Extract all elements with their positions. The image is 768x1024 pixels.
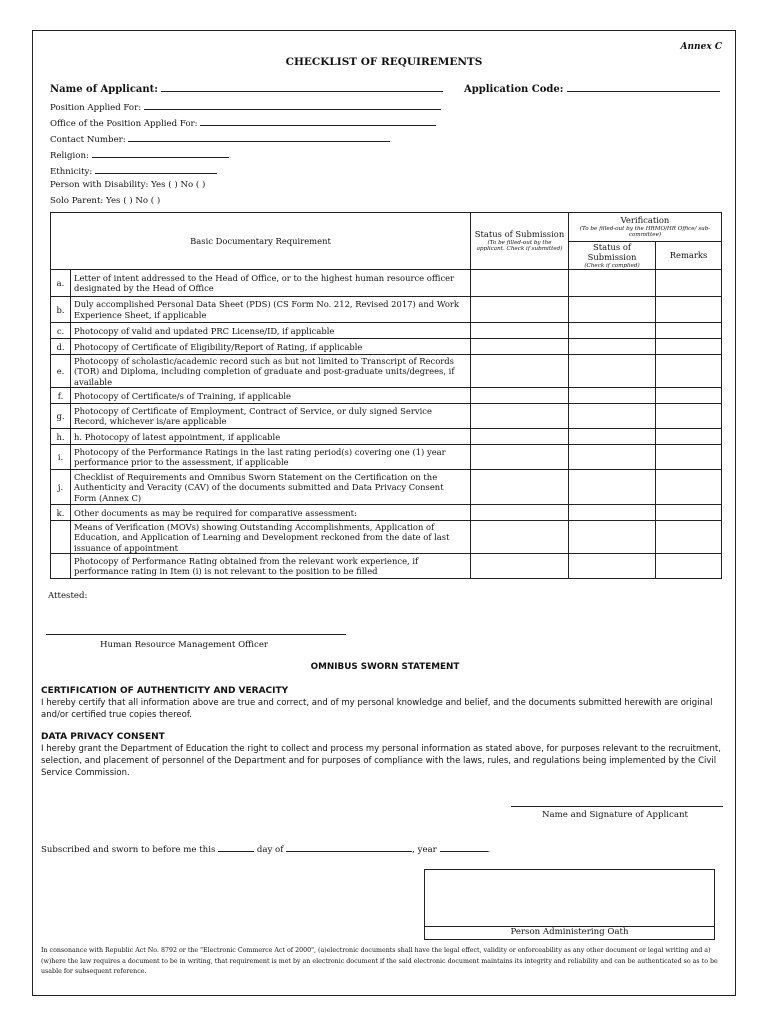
ethnicity-field[interactable] bbox=[95, 164, 217, 174]
header-status2-label: Status of Submission bbox=[587, 242, 637, 263]
header-status2-note: (Check if complied) bbox=[584, 262, 640, 269]
applicant-status-cell[interactable] bbox=[471, 554, 569, 579]
sworn-year-field[interactable] bbox=[440, 842, 488, 852]
requirement-description: Photocopy of Certificate/s of Training, if applicable bbox=[71, 388, 471, 404]
verification-status-cell[interactable] bbox=[569, 554, 656, 579]
religion-row bbox=[50, 148, 229, 161]
verification-status-cell[interactable] bbox=[569, 470, 656, 505]
contact-label: Contact Number: bbox=[50, 135, 126, 145]
header-verification-label: Verification bbox=[620, 215, 670, 226]
sworn-part3: , year bbox=[412, 845, 437, 855]
remarks-cell[interactable] bbox=[656, 554, 722, 579]
requirement-letter: e. bbox=[51, 355, 71, 388]
applicant-name-row bbox=[50, 82, 443, 95]
requirement-row bbox=[51, 470, 722, 505]
application-code-row bbox=[464, 82, 720, 95]
remarks-cell[interactable] bbox=[656, 429, 722, 445]
attested-label: Attested: bbox=[48, 591, 88, 601]
dpc-heading: DATA PRIVACY CONSENT bbox=[41, 732, 165, 742]
requirement-description: Letter of intent addressed to the Head of Office, or to the highest human resource officer designated by the Head of Office bbox=[71, 270, 471, 297]
requirement-description: Photocopy of Certificate of Eligibility/Report of Rating, if applicable bbox=[71, 339, 471, 355]
header-basic-requirement: Basic Documentary Requirement bbox=[51, 213, 471, 270]
application-code-field[interactable] bbox=[567, 82, 720, 92]
signature-label: Name and Signature of Applicant bbox=[542, 810, 688, 820]
ethnicity-label: Ethnicity: bbox=[50, 167, 93, 177]
requirement-row bbox=[51, 505, 722, 521]
page-title: CHECKLIST OF REQUIREMENTS bbox=[285, 56, 483, 68]
cav-heading: CERTIFICATION OF AUTHENTICITY AND VERACITY bbox=[41, 686, 289, 696]
requirement-description: Photocopy of valid and updated PRC License/ID, if applicable bbox=[71, 323, 471, 339]
verification-status-cell[interactable] bbox=[569, 270, 656, 297]
remarks-cell[interactable] bbox=[656, 404, 722, 429]
verification-status-cell[interactable] bbox=[569, 323, 656, 339]
verification-status-cell[interactable] bbox=[569, 339, 656, 355]
remarks-cell[interactable] bbox=[656, 297, 722, 323]
requirement-row bbox=[51, 554, 722, 579]
requirement-row bbox=[51, 297, 722, 323]
header-verification bbox=[569, 213, 722, 242]
remarks-cell[interactable] bbox=[656, 323, 722, 339]
hrmo-signature-line[interactable] bbox=[46, 634, 346, 635]
sworn-statement-row bbox=[41, 842, 490, 855]
verification-status-cell[interactable] bbox=[569, 404, 656, 429]
office-field[interactable] bbox=[200, 116, 436, 126]
verification-status-cell[interactable] bbox=[569, 445, 656, 470]
religion-field[interactable] bbox=[92, 148, 229, 158]
requirement-letter: f. bbox=[51, 388, 71, 404]
applicant-status-cell[interactable] bbox=[471, 521, 569, 554]
applicant-status-cell[interactable] bbox=[471, 270, 569, 297]
requirement-description: Checklist of Requirements and Omnibus Sworn Statement on the Certification on the Authenticity and Veracity (CAV) of the documents submitted and Data Privacy Consent Form (Annex C) bbox=[71, 470, 471, 505]
header-verification-note: (To be filled-out by the HRMO/HR Office/ sub-committee) bbox=[579, 225, 711, 239]
dpc-text: I hereby grant the Department of Education the right to collect and process my personal information as stated above, for purposes relevant to the recruitment, selection, and placement of personnel of the Department and for purposes of compliance with the laws, rules, and regulations being implemented by the Civil Service Commission. bbox=[41, 744, 721, 778]
header-status-label: Status of Submission bbox=[474, 229, 565, 240]
sworn-month-field[interactable] bbox=[286, 842, 412, 852]
requirement-letter: j. bbox=[51, 470, 71, 505]
header-status-of-submission bbox=[471, 213, 569, 270]
pwd-row[interactable]: Person with Disability: Yes ( ) No ( ) bbox=[50, 180, 206, 190]
header-status-note: (To be filled-out by the applicant. Check if submitted) bbox=[476, 239, 563, 253]
contact-field[interactable] bbox=[128, 132, 390, 142]
requirement-row bbox=[51, 404, 722, 429]
requirement-row bbox=[51, 521, 722, 554]
verification-status-cell[interactable] bbox=[569, 505, 656, 521]
applicant-name-label: Name of Applicant: bbox=[50, 84, 158, 95]
contact-row bbox=[50, 132, 390, 145]
solo-parent-row[interactable]: Solo Parent: Yes ( ) No ( ) bbox=[50, 196, 161, 206]
office-row bbox=[50, 116, 436, 129]
cav-text: I hereby certify that all information above are true and correct, and of my personal knowledge and belief, and the documents submitted herewith are original and/or certified true copies thereof. bbox=[41, 698, 713, 720]
requirement-description: Photocopy of scholastic/academic record such as but not limited to Transcript of Records (TOR) and Diploma, including completion of graduate and post-graduate units/degrees, if available bbox=[71, 355, 471, 388]
remarks-cell[interactable] bbox=[656, 339, 722, 355]
position-row bbox=[50, 100, 441, 113]
religion-label: Religion: bbox=[50, 151, 89, 161]
requirement-letter: h. bbox=[51, 429, 71, 445]
requirement-description: Means of Verification (MOVs) showing Outstanding Accomplishments, Application of Education, and Application of Learning and Development reckoned from the date of last issuance of appointment bbox=[71, 521, 471, 554]
requirement-letter: d. bbox=[51, 339, 71, 355]
position-field[interactable] bbox=[144, 100, 441, 110]
verification-status-cell[interactable] bbox=[569, 355, 656, 388]
sworn-day-field[interactable] bbox=[218, 842, 254, 852]
annex-label: Annex C bbox=[680, 42, 722, 52]
remarks-cell[interactable] bbox=[656, 270, 722, 297]
requirement-description: Photocopy of the Performance Ratings in the last rating period(s) covering one (1) year performance prior to the assessment, if applicable bbox=[71, 445, 471, 470]
applicant-status-cell[interactable] bbox=[471, 429, 569, 445]
requirement-description: h. Photocopy of latest appointment, if applicable bbox=[71, 429, 471, 445]
omnibus-title: OMNIBUS SWORN STATEMENT bbox=[310, 662, 460, 672]
oath-box[interactable] bbox=[424, 869, 715, 940]
requirement-description: Duly accomplished Personal Data Sheet (PDS) (CS Form No. 212, Revised 2017) and Work Experience Sheet, if applicable bbox=[71, 297, 471, 323]
applicant-name-field[interactable] bbox=[161, 82, 443, 92]
applicant-status-cell[interactable] bbox=[471, 445, 569, 470]
requirement-row bbox=[51, 339, 722, 355]
applicant-status-cell[interactable] bbox=[471, 323, 569, 339]
applicant-status-cell[interactable] bbox=[471, 339, 569, 355]
applicant-status-cell[interactable] bbox=[471, 470, 569, 505]
applicant-status-cell[interactable] bbox=[471, 355, 569, 388]
applicant-status-cell[interactable] bbox=[471, 297, 569, 323]
verification-status-cell[interactable] bbox=[569, 388, 656, 404]
requirement-letter: k. bbox=[51, 505, 71, 521]
requirement-letter: i. bbox=[51, 445, 71, 470]
sworn-part4: . bbox=[487, 845, 491, 855]
requirement-letter: a. bbox=[51, 270, 71, 297]
requirement-row bbox=[51, 429, 722, 445]
remarks-cell[interactable] bbox=[656, 355, 722, 388]
remarks-cell[interactable] bbox=[656, 505, 722, 521]
verification-status-cell[interactable] bbox=[569, 297, 656, 323]
applicant-status-cell[interactable] bbox=[471, 505, 569, 521]
requirements-table bbox=[50, 212, 722, 579]
sworn-part1: Subscribed and sworn to before me this bbox=[41, 845, 216, 855]
requirement-row bbox=[51, 388, 722, 404]
header-remarks: Remarks bbox=[656, 242, 722, 270]
requirement-description: Other documents as may be required for comparative assessment: bbox=[71, 505, 471, 521]
sworn-part2: day of bbox=[256, 845, 284, 855]
position-label: Position Applied For: bbox=[50, 103, 142, 113]
requirement-row bbox=[51, 270, 722, 297]
requirement-letter: g. bbox=[51, 404, 71, 429]
applicant-status-cell[interactable] bbox=[471, 388, 569, 404]
requirement-letter: c. bbox=[51, 323, 71, 339]
remarks-cell[interactable] bbox=[656, 445, 722, 470]
requirement-row bbox=[51, 355, 722, 388]
remarks-cell[interactable] bbox=[656, 388, 722, 404]
applicant-status-cell[interactable] bbox=[471, 404, 569, 429]
oath-label: Person Administering Oath bbox=[510, 927, 629, 937]
requirement-description: Photocopy of Performance Rating obtained from the relevant work experience, if performance rating in Item (i) is not relevant to the position to be filled bbox=[71, 554, 471, 579]
requirement-description: Photocopy of Certificate of Employment, Contract of Service, or duly signed Service Record, whichever is/are applicable bbox=[71, 404, 471, 429]
application-code-label: Application Code: bbox=[464, 84, 564, 95]
office-label: Office of the Position Applied For: bbox=[50, 119, 198, 129]
remarks-cell[interactable] bbox=[656, 470, 722, 505]
header-verification-status bbox=[569, 242, 656, 270]
ethnicity-row bbox=[50, 164, 217, 177]
verification-status-cell[interactable] bbox=[569, 429, 656, 445]
requirement-letter bbox=[51, 521, 71, 554]
requirement-letter bbox=[51, 554, 71, 579]
requirement-row bbox=[51, 445, 722, 470]
legal-footer: In consonance with Republic Act No. 8792 or the "Electronic Commerce Act of 2000", (a)electronic documents shall have the legal effect, validity or enforceability as any other document or legal writing and a) (w)here the law requires a document to be in writing, that requirement is met by an electronic document if the said electronic document maintains its integrity and reliability and can be authenticated so as to be usable for subsequent reference. bbox=[41, 947, 718, 975]
verification-status-cell[interactable] bbox=[569, 521, 656, 554]
requirement-row bbox=[51, 323, 722, 339]
applicant-signature-line[interactable] bbox=[511, 806, 723, 807]
remarks-cell[interactable] bbox=[656, 521, 722, 554]
requirement-letter: b. bbox=[51, 297, 71, 323]
hrmo-label: Human Resource Management Officer bbox=[100, 640, 269, 650]
